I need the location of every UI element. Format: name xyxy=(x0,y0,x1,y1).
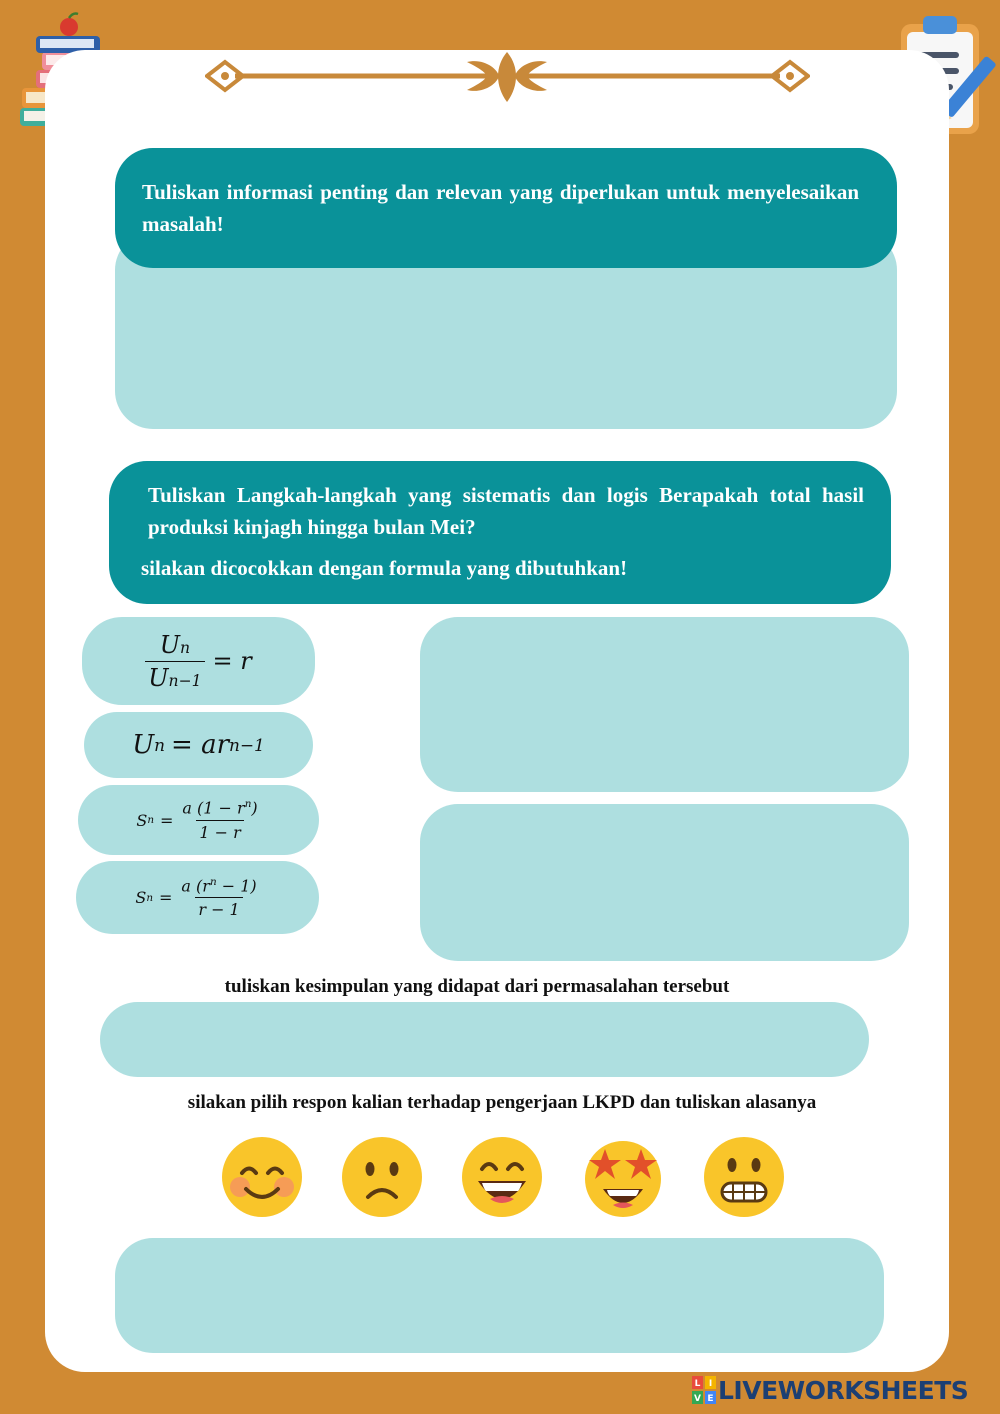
svg-text:V: V xyxy=(694,1394,701,1404)
star-struck-emoji[interactable] xyxy=(581,1135,665,1219)
svg-text:E: E xyxy=(707,1394,714,1404)
instruction-text-formula: silakan dicocokkan dengan formula yang dibutuhkan! xyxy=(141,556,628,580)
grimacing-face-emoji[interactable] xyxy=(702,1135,786,1219)
svg-text:L: L xyxy=(694,1379,701,1389)
ratio-fraction: $\frac{Un}{Un-1}$ xyxy=(145,631,204,692)
formula-nth-term[interactable]: U n = ar n−1 xyxy=(84,712,313,778)
grinning-face-emoji[interactable] xyxy=(460,1135,544,1219)
formula-sum-r-greater-than-one[interactable]: S n = $\frac{a (r^n - 1)}{r - 1}$ xyxy=(76,861,319,934)
liveworksheets-watermark xyxy=(692,1374,992,1406)
conclusion-answer-box[interactable] xyxy=(100,1002,869,1077)
question-text-information: Tuliskan informasi penting dan relevan yang diperlukan untuk menyelesaikan masalah! xyxy=(142,180,859,236)
svg-text:I: I xyxy=(708,1379,713,1389)
formula-sum-r-less-than-one[interactable]: S n = $\frac{a (1 - r^n)}{1 - r}$ xyxy=(78,785,319,855)
question-box-steps xyxy=(109,461,891,604)
conclusion-label: tuliskan kesimpulan yang didapat dari permasalahan tersebut xyxy=(224,976,730,997)
formula-ratio[interactable]: $\frac{Un}{Un-1}$ = r xyxy=(82,617,315,705)
drop-zone-formula-1[interactable] xyxy=(420,617,909,792)
question-box-information xyxy=(115,148,897,268)
response-reason-box[interactable] xyxy=(115,1238,884,1353)
question-text-steps: Tuliskan Langkah-langkah yang sistematis dan logis Berapakah total hasil produksi kinjagh hingga bulan Mei? xyxy=(148,483,864,539)
live-squares-logo-icon xyxy=(692,1376,716,1404)
watermark-text: LIVEWORKSHEETS xyxy=(718,1376,969,1405)
drop-zone-formula-2[interactable] xyxy=(420,804,909,961)
response-label: silakan pilih respon kalian terhadap pengerjaan LKPD dan tuliskan alasanya xyxy=(187,1092,817,1113)
smiling-face-emoji[interactable] xyxy=(220,1135,304,1219)
decorative-divider-icon xyxy=(205,48,810,108)
slightly-frowning-face-emoji[interactable] xyxy=(340,1135,424,1219)
